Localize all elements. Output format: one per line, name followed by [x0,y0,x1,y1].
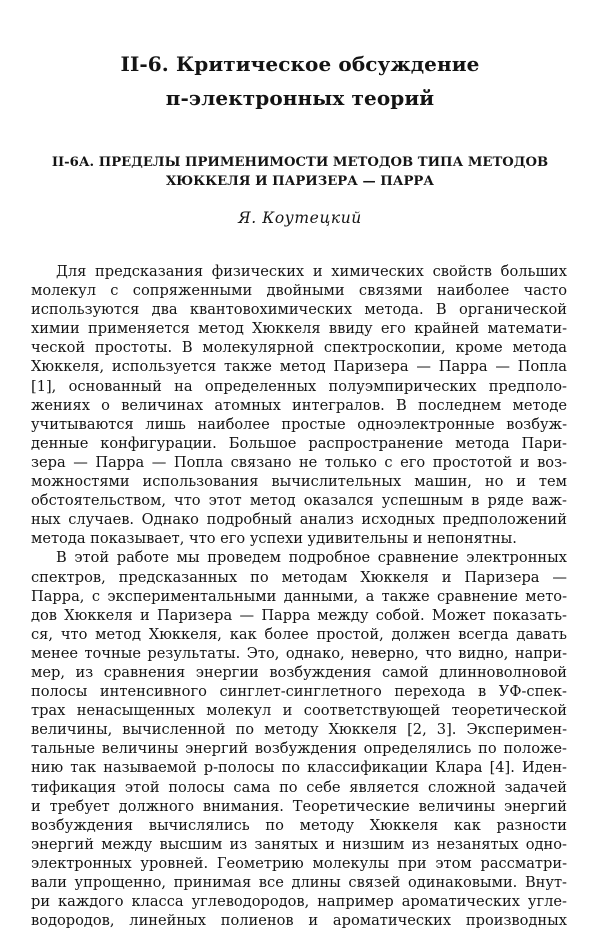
text-line: обстоятельством, что этот метод оказался успешным в ряде важ- [31,492,567,510]
text-line: Хюккеля, используется также метод Паризера — Парра — Попла [31,358,567,376]
text-line: метода показывает, что его успехи удивительны и непонятны. [31,530,517,548]
text-line: молекул с сопряженными двойными связями наиболее часто [31,282,567,300]
text-line: спектров, предсказанных по методам Хюккеля и Паризера — [31,568,567,586]
text-line: менее точные результаты. Это, однако, неверно, что видно, напри- [31,644,567,662]
text-line: водородов, линейных полиенов и ароматических производных [31,912,567,930]
chapter-title-line-1: II-6. Критическое обсуждение [120,52,480,76]
text-line: мер, из сравнения энергии возбуждения самой длинноволновой [31,663,567,681]
text-line: трах ненасыщенных молекул и соответствующей теоретической [31,702,567,720]
text-line: величины, вычисленной по методу Хюккеля [2, 3]. Эксперимен- [31,721,567,739]
text-line: ческой простоты. В молекулярной спектроскопии, кроме метода [31,339,567,357]
text-line: электронных уровней. Геометрию молекулы при этом рассматри- [31,854,567,872]
text-line: ных случаев. Однако подробный анализ исходных предположений [31,511,567,529]
text-line: возбуждения вычислялись по методу Хюккеля как разности [31,816,567,834]
text-line: используются два квантовохимических метода. В органической [31,301,567,319]
text-line: ся, что метод Хюккеля, как более простой, должен всегда давать [31,625,567,643]
text-line: можностями использования вычислительных машин, но и тем [31,473,567,491]
text-line: полосы интенсивного синглет-синглетного перехода в УФ-спек- [31,683,567,701]
text-line: тальные величины энергий возбуждения определялись по положе- [31,740,567,758]
text-line: зера — Парра — Попла связано не только с его простотой и воз- [31,453,567,471]
text-line: ри каждого класса углеводородов, например ароматических угле- [31,893,567,911]
author-name: Я. Коутецкий [238,209,362,227]
text-line: химии применяется метод Хюккеля ввиду его крайней математи- [31,320,567,338]
text-line: В этой работе мы проведем подробное сравнение электронных [56,549,567,567]
body-text [31,262,567,930]
section-title-line-2: ХЮККЕЛЯ И ПАРИЗЕРА — ПАРРА [165,174,435,189]
text-line: денные конфигурации. Большое распространение метода Пари- [31,434,567,452]
chapter-title-line-2: π-электронных теорий [165,86,435,110]
text-line: нию так называемой p-полосы по классификации Клара [4]. Иден- [31,759,567,777]
text-line: Для предсказания физических и химических свойств больших [56,263,567,280]
text-line: и требует должного внимания. Теоретические величины энергий [31,797,567,815]
text-line: [1], основанный на определенных полуэмпирических предполо- [31,377,567,395]
text-line: энергий между высшим из занятых и низшим из незанятых одно- [31,835,567,853]
section-title-line-1: II-6А. ПРЕДЕЛЫ ПРИМЕНИМОСТИ МЕТОДОВ ТИПА МЕТОДОВ [51,155,549,170]
text-line: учитываются лишь наиболее простые одноэлектронные возбуж- [31,415,567,433]
text-line: вали упрощенно, принимая все длины связей одинаковыми. Внут- [31,874,567,891]
text-line: дов Хюккеля и Паризера — Парра между собой. Может показать- [31,606,567,624]
text-line: тификация этой полосы сама по себе является сложной задачей [31,778,567,796]
text-line: жениях о величинах атомных интегралов. В последнем методе [31,396,567,414]
text-line: Парра, с экспериментальными данными, а также сравнение мето- [31,587,567,605]
